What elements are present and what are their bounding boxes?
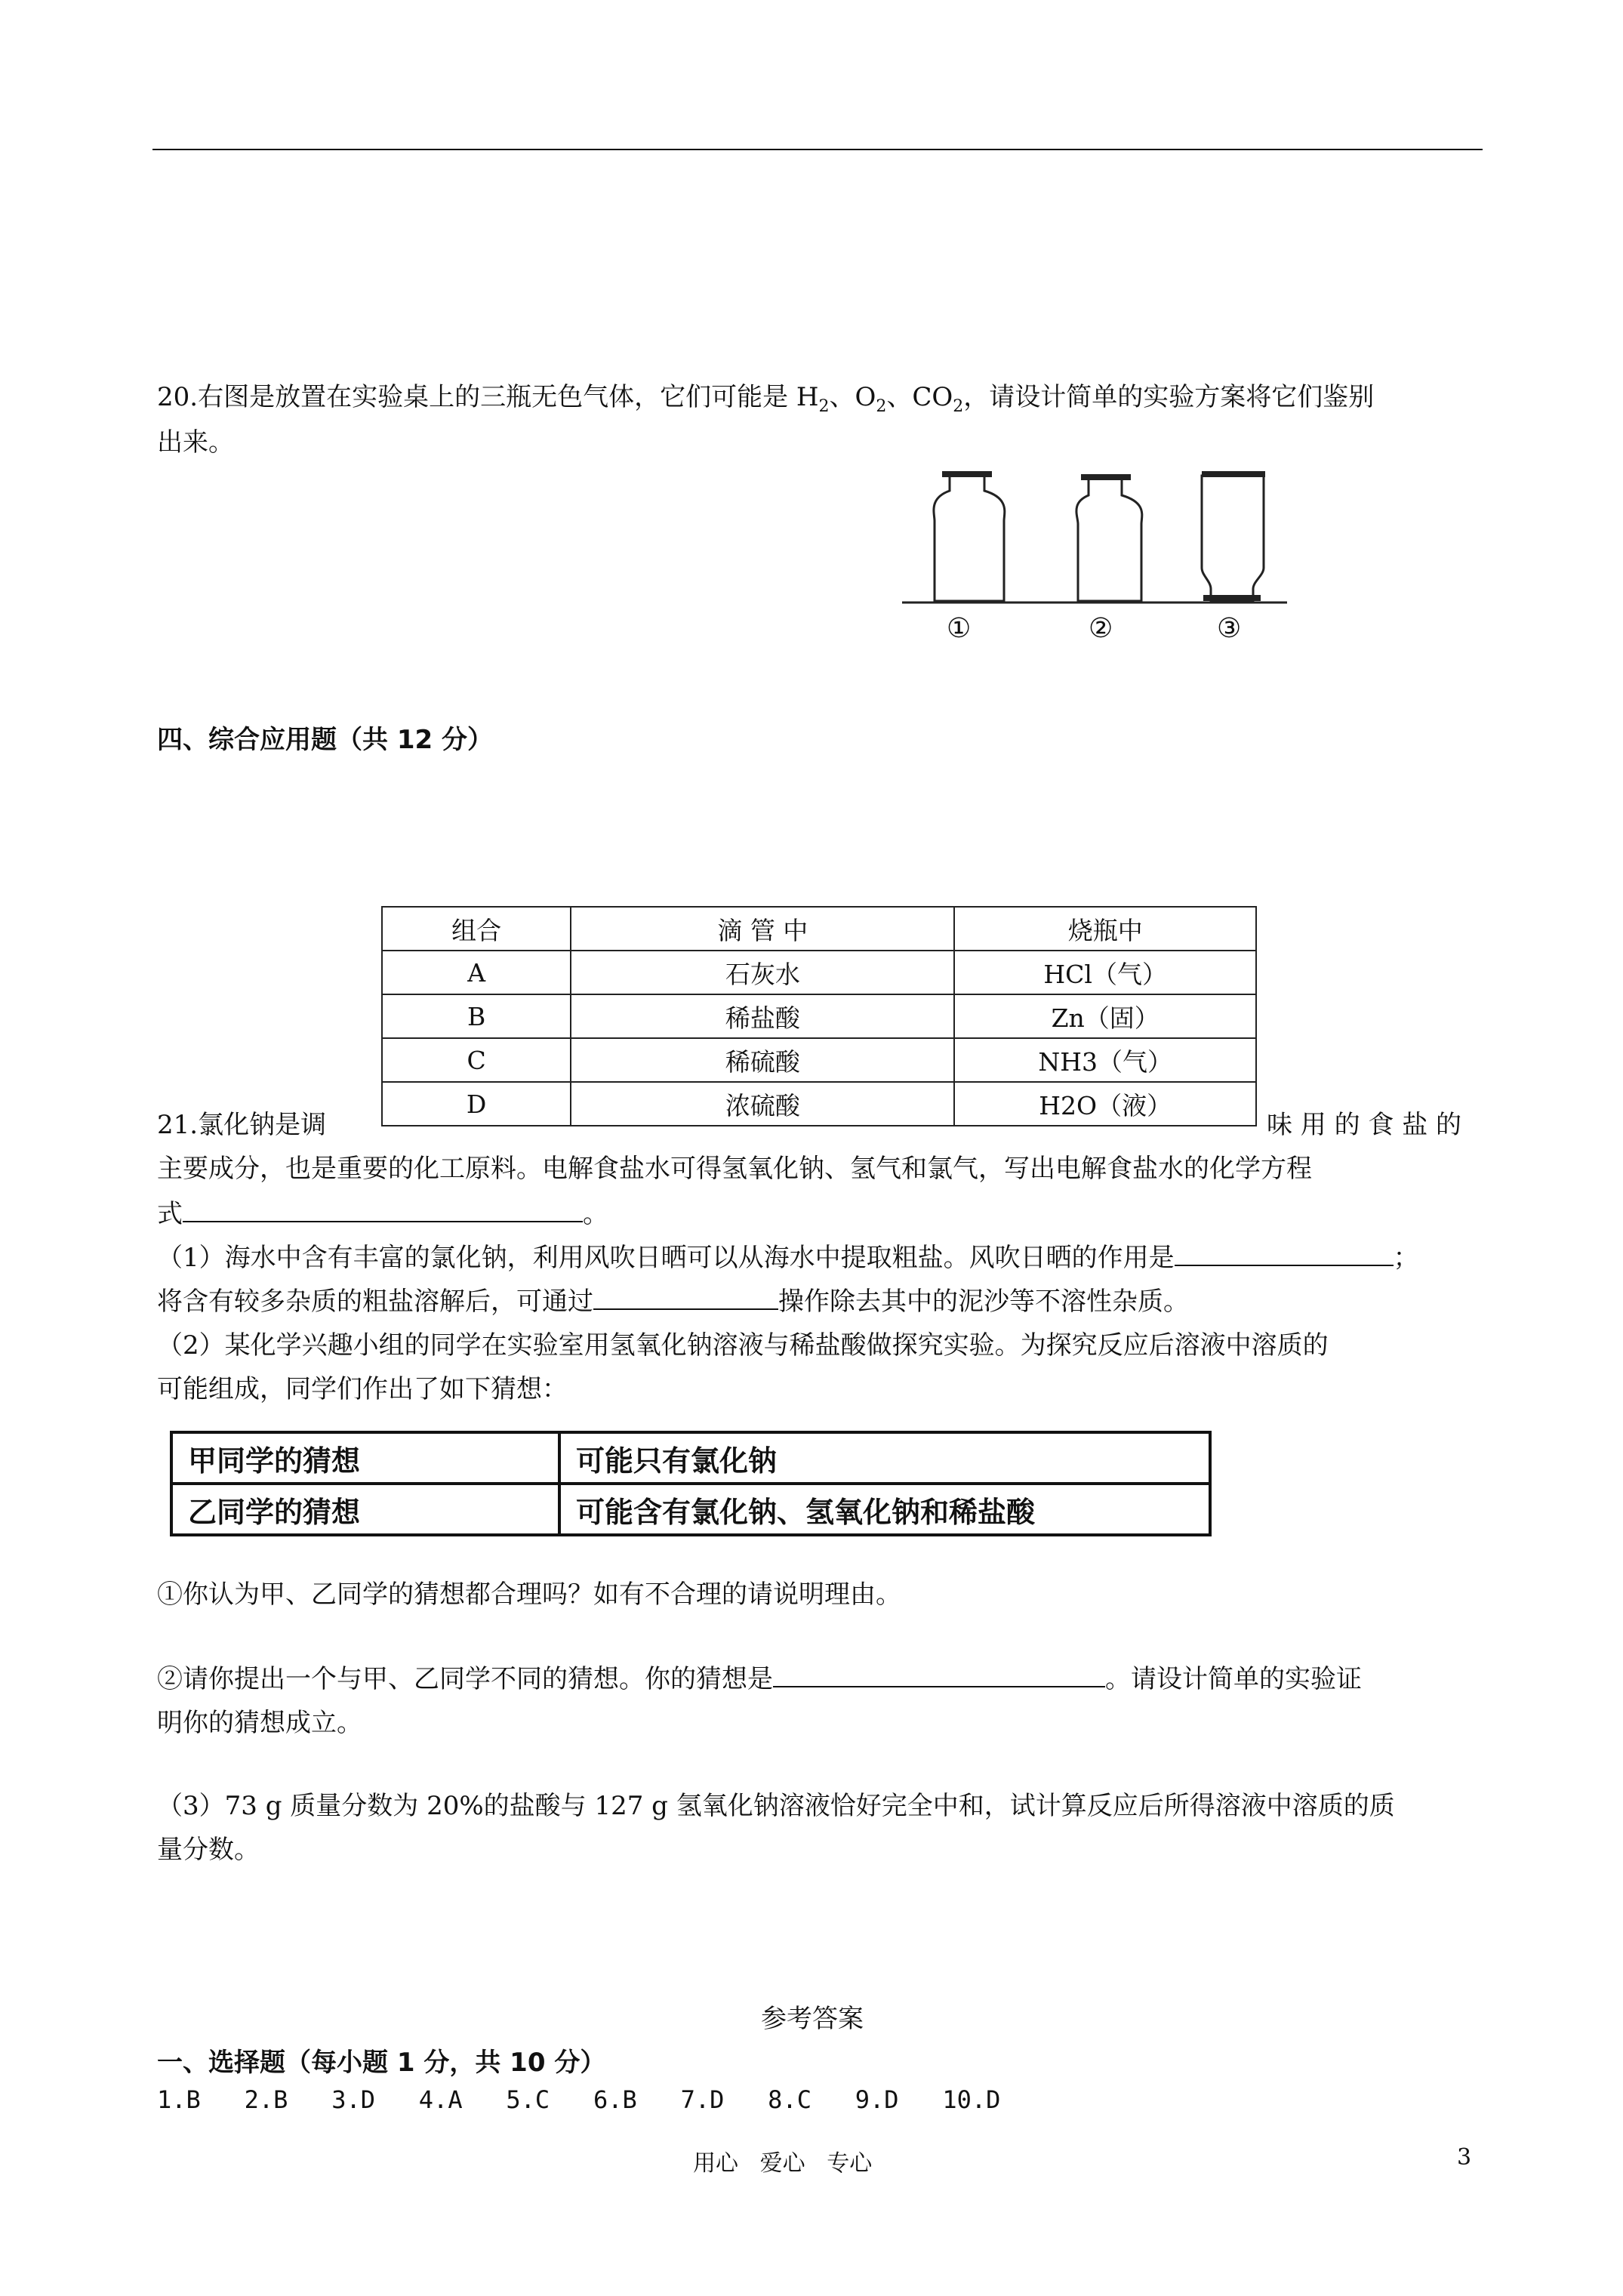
table-header-cell: 滴 管 中 [571,907,954,951]
table-row [171,1484,1210,1535]
q21-line2: 主要成分，也是重要的化工原料。电解食盐水可得氢氧化钠、氢气和氯气，写出电解食盐水的化学方程 [157,1154,1312,1184]
your-guess-blank[interactable] [773,1663,1105,1687]
table-row [382,1082,1256,1126]
table-cell: 可能只有氯化钠 [559,1432,1210,1484]
equation-blank[interactable] [183,1198,583,1222]
bottle-label-2: ② [1089,613,1113,644]
section4-title: 四、综合应用题（共 12 分） [157,725,493,755]
table-cell: H2O（液） [954,1082,1256,1126]
answers-line: 1.B 2.B 3.D 4.A 5.C 6.B 7.D 8.C 9.D 10.D [157,2085,1001,2114]
table-row [382,951,1256,994]
wind-sun-effect-blank[interactable] [1175,1242,1394,1266]
bottle-label-1: ① [947,613,972,644]
q21-p1-line2: 将含有较多杂质的粗盐溶解后，可通过 操作除去其中的泥沙等不溶性杂质。 [157,1287,1189,1317]
q21-p2-line2: 可能组成，同学们作出了如下猜想： [157,1374,568,1404]
reagent-table [381,906,1257,1126]
table-row [171,1432,1210,1484]
table-cell: D [382,1082,571,1126]
q21-p1-line1: （1）海水中含有丰富的氯化钠，利用风吹日晒可以从海水中提取粗盐。风吹日晒的作用是 ； [157,1243,1419,1273]
table-row [382,1038,1256,1082]
table-cell: 甲同学的猜想 [171,1432,559,1484]
answers-title: 参考答案 [761,2004,864,2034]
guess-table [170,1431,1212,1536]
operation-blank[interactable] [593,1286,778,1310]
q21-line3: 式 。 [157,1199,608,1229]
answers-section1: 一、选择题（每小题 1 分，共 10 分） [157,2048,606,2078]
table-row [382,994,1256,1038]
q20-line2: 出来。 [157,427,234,458]
table-cell: 可能含有氯化钠、氢氧化钠和稀盐酸 [559,1484,1210,1535]
q21-lead: 21.氯化钠是调 [157,1110,327,1140]
table-cell: 浓硫酸 [571,1082,954,1126]
table-cell: 石灰水 [571,951,954,994]
table-cell: 稀硫酸 [571,1038,954,1082]
q21-lead-tail: 味 用 的 食 盐 的 [1267,1110,1462,1140]
table-cell: A [382,951,571,994]
table-cell: HCl（气） [954,951,1256,994]
page-number: 3 [1457,2144,1472,2171]
table-cell: 稀盐酸 [571,994,954,1038]
bottle-label-3: ③ [1217,613,1242,644]
q21-question-b: ②请你提出一个与甲、乙同学不同的猜想。你的猜想是 。请设计简单的实验证 [157,1664,1362,1694]
header-rule [152,149,1483,150]
table-cell: B [382,994,571,1038]
table-cell: 乙同学的猜想 [171,1484,559,1535]
q21-p2-line1: （2）某化学兴趣小组的同学在实验室用氢氧化钠溶液与稀盐酸做探究实验。为探究反应后溶液中溶质的 [157,1330,1329,1361]
table-header-row [382,907,1256,951]
table-cell: C [382,1038,571,1082]
table-cell: NH3（气） [954,1038,1256,1082]
q21-question-b-line2: 明你的猜想成立。 [157,1708,362,1738]
q21-p3-line2: 量分数。 [157,1835,260,1865]
q21-p3-line1: （3）73 g 质量分数为 20%的盐酸与 127 g 氢氧化钠溶液恰好完全中和，试计算反应后所得溶液中溶质的质 [157,1791,1395,1821]
table-cell: Zn（固） [954,994,1256,1038]
footer-text: 用心 爱心 专心 [693,2150,873,2177]
q20-line1: 20.右图是放置在实验桌上的三瓶无色气体，它们可能是 $H_2$、$O_2$、$CO_2$，请设计简单的实验方案将它们鉴别 [157,382,1375,416]
table-header-cell: 组合 [382,907,571,951]
table-header-cell: 烧瓶中 [954,907,1256,951]
q21-question-a: ①你认为甲、乙同学的猜想都合理吗？如有不合理的请说明理由。 [157,1579,901,1610]
